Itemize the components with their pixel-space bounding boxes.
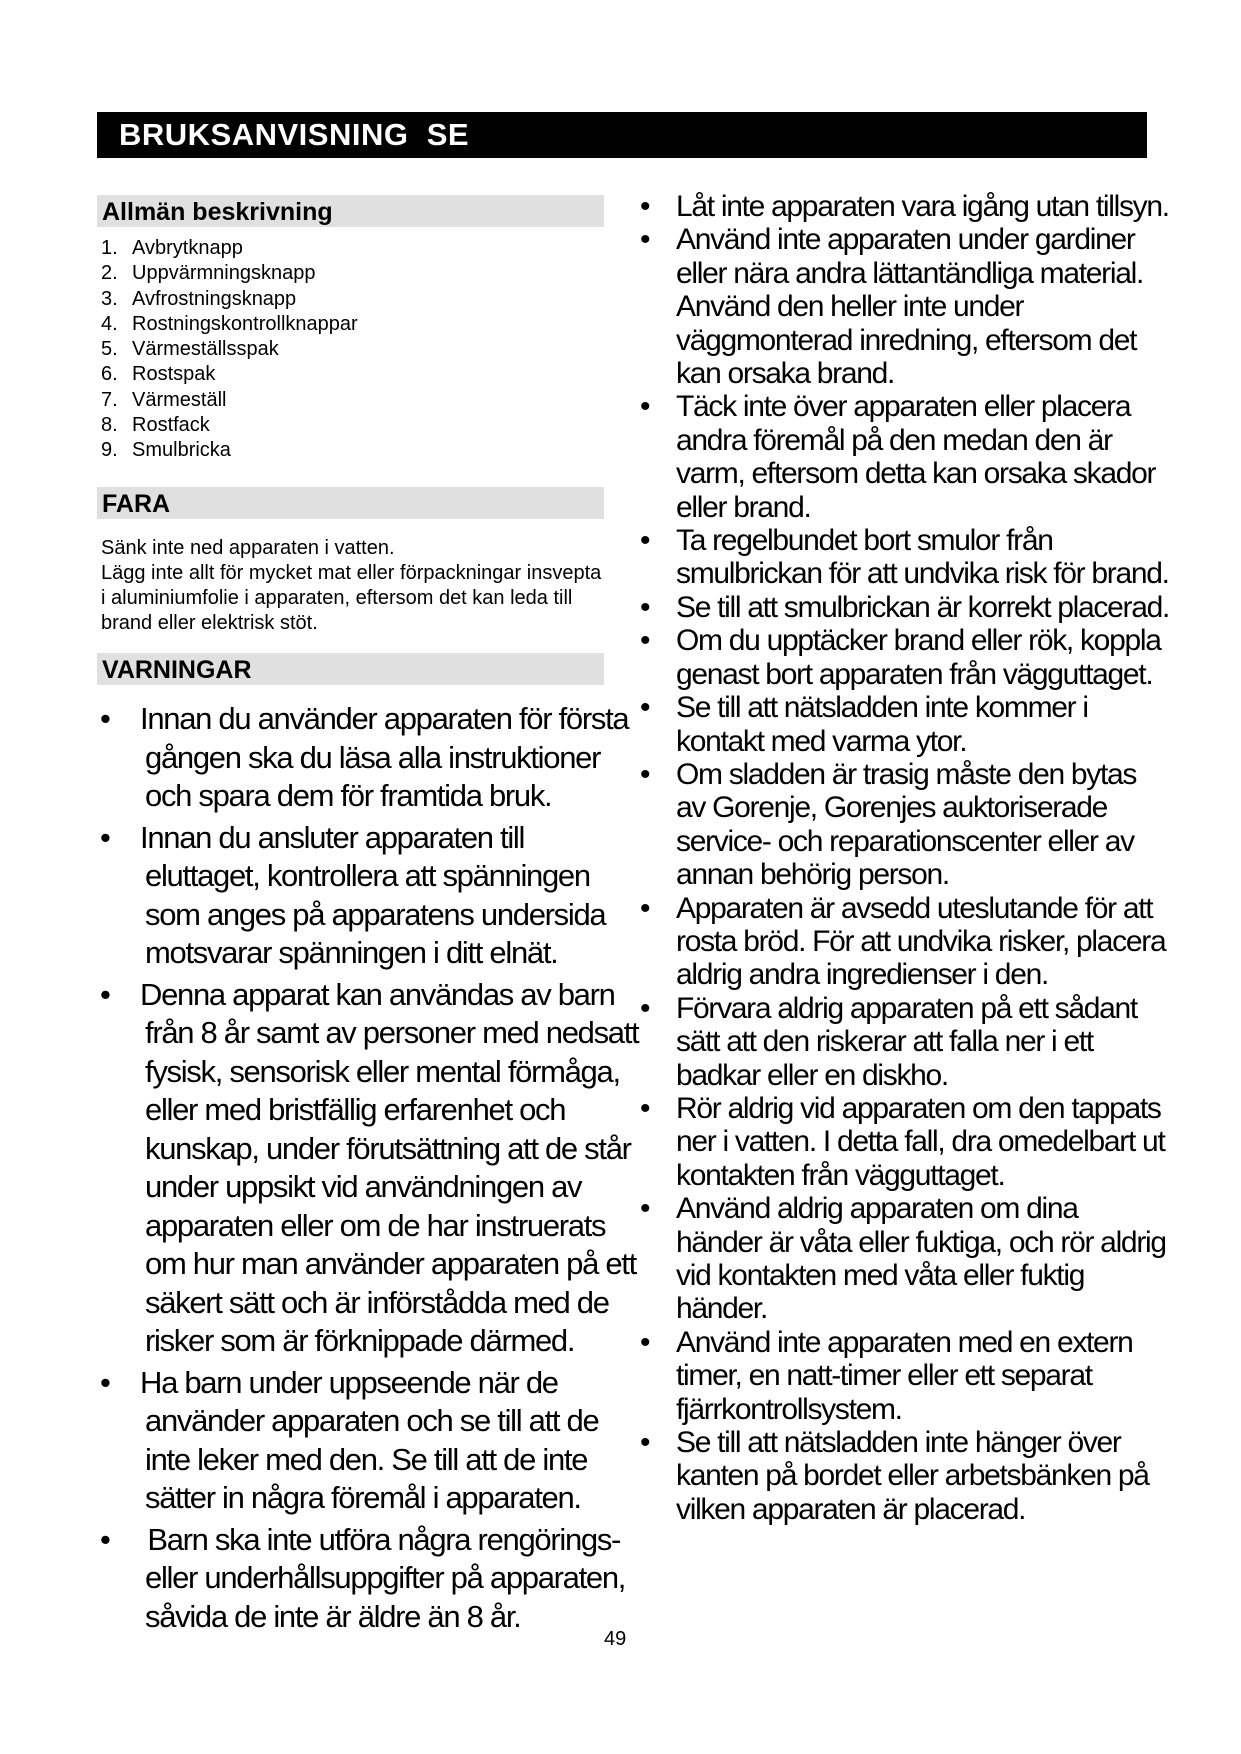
item-number: 4. — [101, 312, 118, 335]
warning-text: Täck inte över apparaten eller placera andra föremål på den medan den är varm, eftersom detta kan orsaka skador eller brand. — [676, 390, 1156, 524]
warning-text: Om sladden är trasig måste den bytas av Gorenje, Gorenjes auktoriserade service- och reparationscenter eller av annan behörig person. — [676, 757, 1137, 892]
list-item — [640, 1326, 1170, 1426]
bullet-icon: • — [640, 190, 651, 223]
section-heading-danger — [97, 487, 604, 519]
item-label: Rostfack — [132, 414, 210, 437]
item-label: Rostspak — [132, 363, 216, 386]
section-heading-warnings — [97, 653, 604, 685]
bullet-icon: • — [100, 819, 111, 855]
bullet-icon: • — [640, 1325, 651, 1359]
danger-heading: FARA — [102, 490, 171, 518]
warning-text: Barn ska inte utföra några rengörings- eller underhållsuppgifter på apparaten, såvida de inte är äldre än 8 år. — [140, 1521, 633, 1634]
document-title: BRUKSANVISNING SE — [119, 117, 470, 152]
list-item — [640, 892, 1170, 992]
item-number: 1. — [101, 237, 118, 259]
bullet-icon: • — [640, 1091, 651, 1125]
item-number: 9. — [101, 439, 118, 462]
list-item — [101, 362, 591, 387]
warning-text: Rör aldrig vid apparaten om den tappats ner i vatten. I detta fall, dra omedelbart ut kontakten från vägguttaget. — [676, 1091, 1165, 1192]
bullet-icon: • — [640, 691, 651, 725]
bullet-icon: • — [640, 223, 651, 257]
item-number: 5. — [101, 338, 118, 361]
item-label: Värmeställsspak — [132, 338, 279, 361]
list-item — [640, 1192, 1170, 1326]
warning-text: Ta regelbundet bort smulor från smulbrickan för att undvika risk för brand. — [676, 524, 1169, 591]
warning-text: Låt inte apparaten vara igång utan tillsyn. — [676, 190, 1169, 223]
warning-text: Se till att nätsladden inte hänger över kanten på bordet eller arbetsbänken på vilken apparaten är placerad. — [676, 1426, 1149, 1526]
bullet-icon: • — [640, 1192, 651, 1226]
bullet-icon: • — [100, 1521, 111, 1557]
document-title-bar — [97, 112, 1147, 158]
list-item — [101, 236, 591, 261]
warning-text: Använd inte apparaten under gardiner eller nära andra lättantändliga material. Använd den heller inte under väggmonterad inredning, eftersom det kan orsaka brand. — [676, 223, 1144, 391]
list-item — [101, 388, 591, 413]
item-number: 8. — [101, 414, 118, 437]
bullet-icon: • — [100, 1364, 111, 1400]
bullet-icon: • — [640, 991, 651, 1025]
warning-text: Se till att nätsladden inte kommer i kontakt med varma ytor. — [676, 691, 1088, 758]
bullet-icon: • — [640, 891, 651, 925]
item-label: Rostningskontrollknappar — [132, 312, 358, 335]
list-item — [640, 524, 1170, 591]
list-item — [640, 992, 1170, 1092]
danger-text — [101, 536, 611, 636]
item-label: Värmeställ — [132, 388, 227, 411]
list-item — [101, 261, 591, 286]
list-item — [101, 312, 591, 337]
item-label: Uppvärmningsknapp — [132, 262, 316, 285]
warning-text: Om du upptäcker brand eller rök, koppla genast bort apparaten från vägguttaget. — [676, 624, 1161, 691]
general-heading: Allmän beskrivning — [102, 198, 333, 226]
item-label: Smulbricka — [132, 439, 231, 462]
item-label: Avbrytknapp — [132, 237, 243, 259]
list-item — [640, 1426, 1170, 1526]
warnings-list-left — [100, 700, 640, 1639]
list-item — [640, 624, 1170, 691]
warning-text: Förvara aldrig apparaten på ett sådant sätt att den riskerar att falla ner i ett badkar eller en diskho. — [676, 991, 1137, 1092]
bullet-icon: • — [640, 390, 651, 424]
bullet-icon: • — [640, 590, 651, 624]
list-item — [640, 591, 1170, 624]
item-number: 7. — [101, 388, 118, 411]
page-number: 49 — [604, 1628, 627, 1650]
item-number: 3. — [101, 287, 118, 310]
warning-text: Apparaten är avsedd uteslutande för att rosta bröd. För att undvika risker, placera aldrig andra ingredienser i den. — [676, 891, 1166, 992]
list-item — [640, 223, 1170, 390]
danger-line: Lägg inte allt för mycket mat eller förpackningar insvepta i aluminiumfolie i apparaten, eftersom det kan leda till brand eller elektrisk stöt. — [101, 562, 602, 634]
bullet-icon: • — [100, 701, 111, 736]
list-item — [640, 390, 1170, 524]
list-item — [640, 758, 1170, 892]
list-item — [640, 190, 1170, 223]
bullet-icon: • — [640, 524, 651, 558]
list-item — [100, 700, 640, 816]
bullet-icon: • — [100, 976, 111, 1012]
danger-line: Sänk inte ned apparaten i vatten. — [101, 537, 395, 559]
list-item — [100, 819, 640, 973]
bullet-icon: • — [640, 624, 651, 658]
section-heading-general — [97, 195, 604, 227]
list-item — [100, 1521, 640, 1637]
list-item — [101, 413, 591, 438]
list-item — [101, 438, 591, 463]
item-number: 2. — [101, 262, 118, 285]
warning-text: Se till att smulbrickan är korrekt placerad. — [676, 590, 1170, 624]
list-item — [100, 1364, 640, 1518]
warning-text: Ha barn under uppseende när de använder apparaten och se till att de inte leker med den. Se till att de inte sätter in några föremål i apparaten. — [140, 1364, 599, 1515]
item-label: Avfrostningsknapp — [132, 287, 297, 310]
warning-text: Använd inte apparaten med en extern timer, en natt-timer eller ett separat fjärrkontrollsystem. — [676, 1325, 1133, 1426]
list-item — [100, 976, 640, 1361]
warning-text: Innan du använder apparaten för första gången ska du läsa alla instruktioner och spara dem för framtida bruk. — [140, 701, 629, 813]
list-item — [640, 691, 1170, 758]
warning-text: Denna apparat kan användas av barn från 8 år samt av personer med nedsatt fysisk, sensorisk eller mental förmåga, eller med bristfällig erfarenhet och kunskap, under förutsättning att de står under uppsikt vid användningen av apparaten eller om de har instruerats om hur man använder apparaten på ett säkert sätt och är införstådda med de risker som är förknippade därmed. — [140, 976, 639, 1358]
warnings-list-right — [640, 190, 1170, 1526]
list-item — [101, 337, 591, 362]
warning-text: Innan du ansluter apparaten till eluttaget, kontrollera att spänningen som anges på apparatens undersida motsvarar spänningen i ditt elnät. — [140, 819, 606, 970]
bullet-icon: • — [640, 757, 651, 791]
warnings-heading: VARNINGAR — [102, 656, 252, 684]
parts-list — [101, 236, 591, 464]
bullet-icon: • — [640, 1426, 651, 1460]
item-number: 6. — [101, 363, 118, 386]
list-item — [101, 287, 591, 312]
list-item — [640, 1092, 1170, 1192]
warning-text: Använd aldrig apparaten om dina händer är våta eller fuktiga, och rör aldrig vid kontakten med våta eller fuktig händer. — [676, 1192, 1166, 1326]
